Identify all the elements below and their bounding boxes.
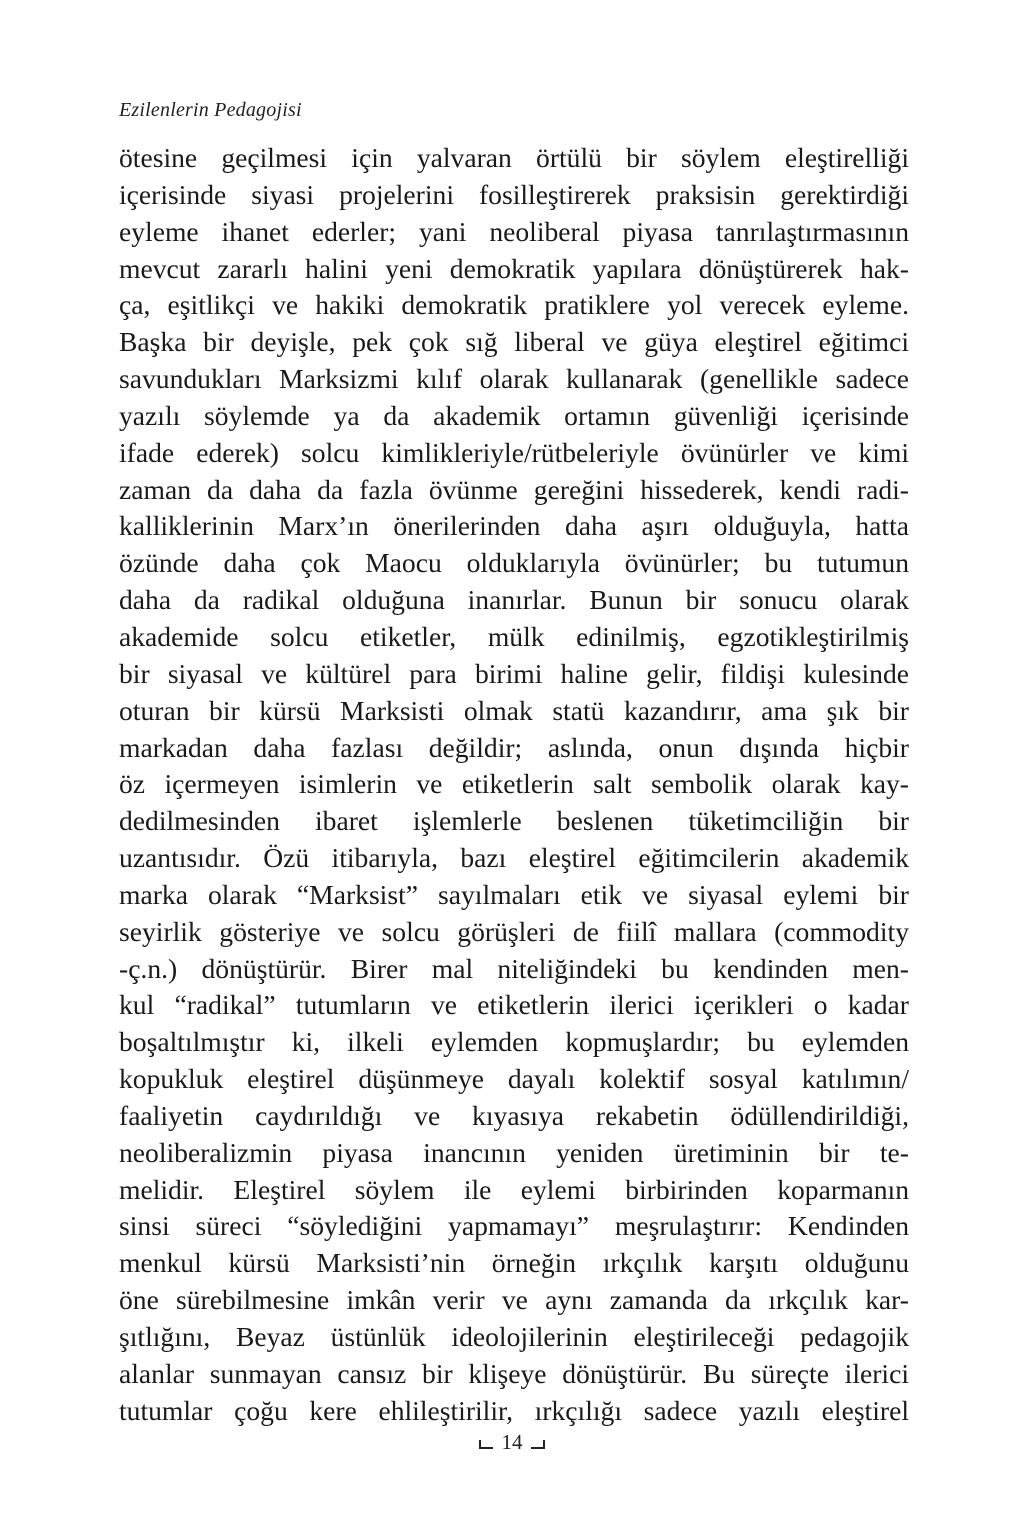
text-line: içerisinde siyasi projelerini fosilleştirerek praksisin gerektirdiği (119, 178, 909, 210)
text-line: bir siyasal ve kültürel para birimi haline gelir, fildişi kulesinde (119, 657, 909, 689)
text-line: Başka bir deyişle, pek çok sığ liberal ve güya eleştirel eğitimci (119, 326, 909, 358)
text-line: boşaltılmıştır ki, ilkeli eylemden kopmuşlardır; bu eylemden (119, 1026, 909, 1058)
body-text (119, 140, 909, 1430)
text-line: özünde daha çok Maocu olduklarıyla övünürler; bu tutumun (119, 547, 909, 579)
text-line: melidir. Eleştirel söylem ile eylemi birbirinden koparmanın (119, 1173, 909, 1205)
text-line: dedilmesinden ibaret işlemlerle beslenen tüketimciliğin bir (119, 805, 909, 837)
text-line: ça, eşitlikçi ve hakiki demokratik pratiklere yol verecek eyleme. (119, 289, 909, 321)
text-line: ötesine geçilmesi için yalvaran örtülü bir söylem eleştirelliği (119, 142, 909, 173)
text-line-last: tutumlar çoğu kere ehlileştirilir, ırkçılığı sadece yazılı eleştirel (119, 1394, 909, 1426)
page-number: 14 (501, 1430, 523, 1454)
text-line: marka olarak “Marksist” sayılmaları etik ve siyasal eylemi bir (119, 878, 909, 910)
text-line: yazılı söylemde ya da akademik ortamın güvenliği içerisinde (119, 399, 909, 431)
text-line: zaman da daha da fazla övünme gereğini hissederek, kendi radi- (119, 473, 909, 505)
text-line: kopukluk eleştirel düşünmeye dayalı kolektif sosyal katılımın/ (119, 1063, 909, 1095)
text-line: sinsi süreci “söylediğini yapmamayı” meşrulaştırır: Kendinden (119, 1210, 909, 1242)
text-line: mevcut zararlı halini yeni demokratik yapılara dönüştürerek hak- (119, 252, 909, 284)
page-footer (0, 1428, 1024, 1468)
running-header: Ezilenlerin Pedagojisi (119, 99, 302, 121)
text-line: -ç.n.) dönüştürür. Birer mal niteliğindeki bu kendinden men- (119, 952, 909, 984)
text-line: oturan bir kürsü Marksisti olmak statü kazandırır, ama şık bir (119, 694, 909, 726)
text-line: faaliyetin caydırıldığı ve kıyasıya rekabetin ödüllendirildiği, (119, 1099, 909, 1131)
text-line: menkul kürsü Marksisti’nin örneğin ırkçılık karşıtı olduğunu (119, 1247, 909, 1279)
text-line: savundukları Marksizmi kılıf olarak kullanarak (genellikle sadece (119, 363, 909, 395)
text-line: eyleme ihanet ederler; yani neoliberal piyasa tanrılaştırmasının (119, 215, 909, 247)
text-line: kalliklerinin Marx’ın önerilerinden daha aşırı olduğuyla, hatta (119, 510, 909, 542)
text-line: seyirlik gösteriye ve solcu görüşleri de fiilî mallara (commodity (119, 915, 909, 947)
text-line: markadan daha fazlası değildir; aslında, onun dışında hiçbir (119, 731, 909, 763)
text-line: şıtlığını, Beyaz üstünlük ideolojilerinin eleştirileceği pedagojik (119, 1321, 909, 1352)
text-line: uzantısıdır. Özü itibarıyla, bazı eleştirel eğitimcilerin akademik (119, 842, 909, 874)
text-line: öz içermeyen isimlerin ve etiketlerin salt sembolik olarak kay- (119, 768, 909, 800)
text-line: ifade ederek) solcu kimlikleriyle/rütbeleriyle övünürler ve kimi (119, 436, 909, 468)
footer-ornament-right (543, 1440, 545, 1449)
text-line: alanlar sunmayan cansız bir klişeye dönüştürür. Bu süreçte ilerici (119, 1357, 909, 1389)
text-line: kul “radikal” tutumların ve etiketlerin ilerici içerikleri o kadar (119, 989, 909, 1021)
text-line: daha da radikal olduğuna inanırlar. Bunun bir sonucu olarak (119, 584, 909, 616)
text-line: öne sürebilmesine imkân verir ve aynı zamanda da ırkçılık kar- (119, 1284, 909, 1316)
text-line: akademide solcu etiketler, mülk edinilmiş, egzotikleştirilmiş (119, 620, 909, 652)
text-line: neoliberalizmin piyasa inancının yeniden üretiminin bir te- (119, 1136, 909, 1168)
